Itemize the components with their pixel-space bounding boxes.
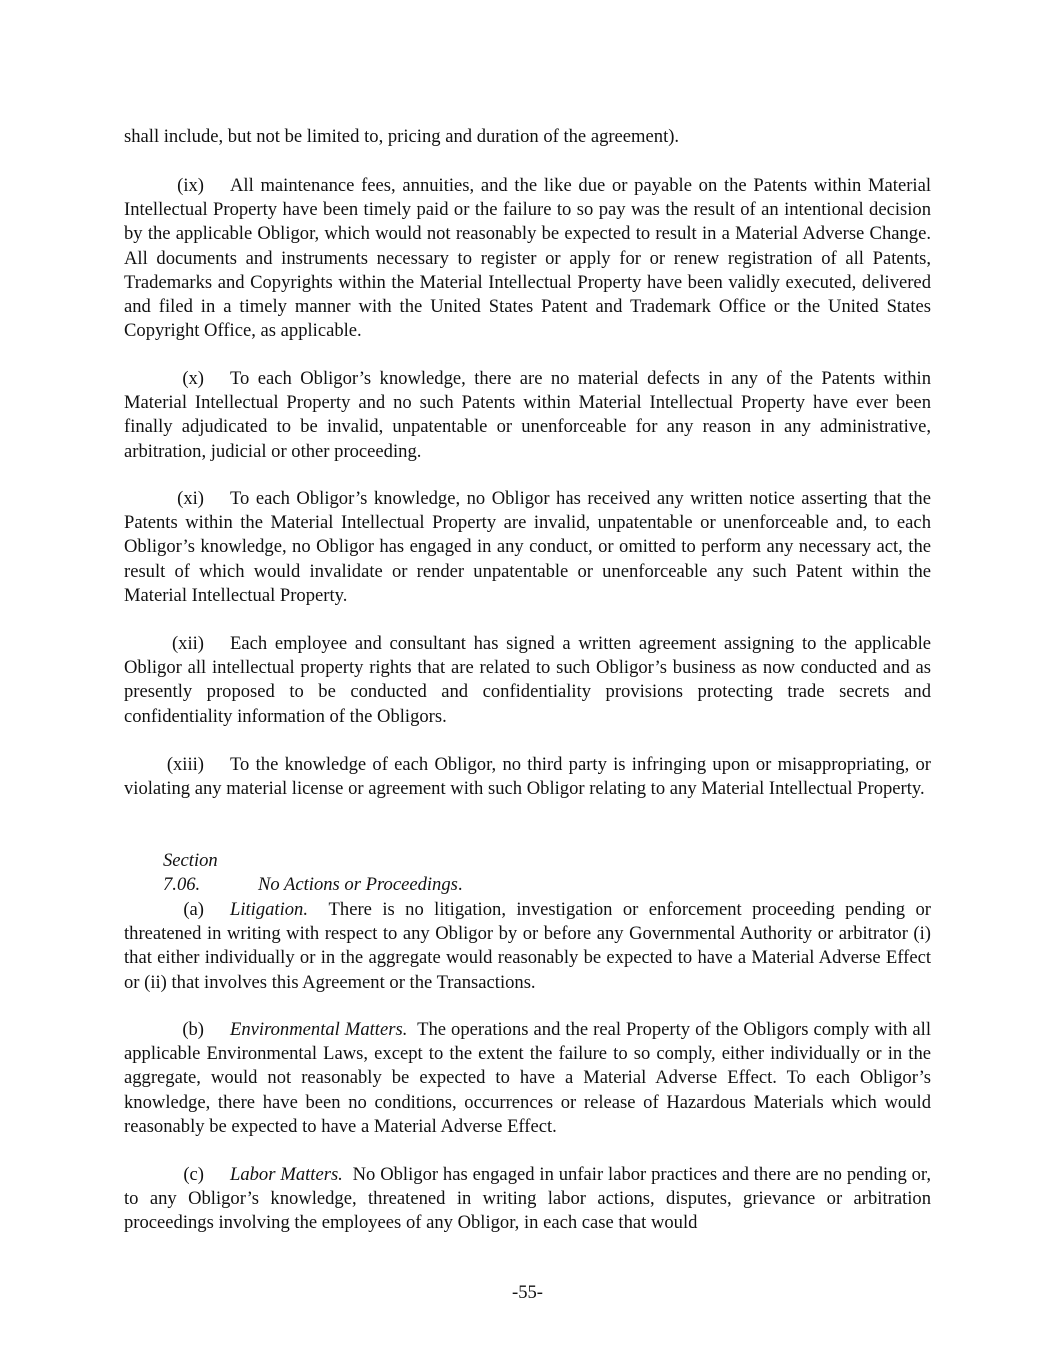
page-number: -55- [512,1282,543,1303]
continuation-paragraph: shall include, but not be limited to, pricing and duration of the agreement). [124,126,680,147]
paragraph-text: To the knowledge of each Obligor, no third party is infringing upon or misappropriating, or violating any material license or agreement with such Obligor relating to any Material Intellectual Property. [124,754,931,800]
paragraph-label: (xi) [177,488,204,509]
subsection-b [124,1018,931,1139]
paragraph-xii [124,632,931,729]
section-number: Section 7.06. [163,850,218,896]
paragraph-text: All maintenance fees, annuities, and the like due or payable on the Patents within Material Intellectual Property have been timely paid or the failure to so pay was the result of an intentional decision by the applicable Obligor, which would not reasonably be expected to result in a Material Adverse Change. All documents and instruments necessary to register or apply for or renew registration of all Patents, Trademarks and Copyrights within the Material Intellectual Property have been validly executed, delivered and filed in a timely manner with the United States Patent and Trademark Office or the United States Copyright Office, as applicable. [124,175,931,342]
subsection-label: (b) [182,1019,204,1040]
paragraph-label: (x) [182,368,204,389]
paragraph-label: (xii) [171,633,204,654]
paragraph-xi [124,487,931,608]
paragraph-xiii [124,753,931,801]
subsection-heading: Labor Matters. [230,1164,343,1185]
subsection-text: No Obligor has engaged in unfair labor practices and there are no pending or, to any Obligor’s knowledge, threatened in writing labor actions, disputes, grievance or arbitration proceedings involving the employees of any Obligor, in each case that would [124,1164,932,1234]
subsection-heading: Environmental Matters. [230,1019,408,1040]
paragraph-text: To each Obligor’s knowledge, no Obligor has received any written notice asserting that the Patents within the Material Intellectual Property are invalid, unpatentable or unenforceable and, to each Obligor’s knowledge, no Obligor has engaged in any conduct, or omitted to perform any necessary act, the result of which would invalidate or render unpatentable or unenforceable any such Patent within the Material Intellectual Property. [124,488,931,606]
subsection-c [124,1163,931,1236]
section-title: No Actions or Proceedings [258,874,458,896]
subsection-label: (a) [183,899,204,920]
paragraph-text: Each employee and consultant has signed a written agreement assigning to the applicable Obligor all intellectual property rights that are related to such Obligor’s business as now conducted and as presently proposed to be conducted and confidentiality provisions protecting trade secrets and confidentiality information of the Obligors. [124,633,931,727]
subsection-label: (c) [183,1164,204,1185]
paragraph-label: (ix) [177,175,204,196]
subsection-heading: Litigation. [230,899,309,920]
paragraph-x [124,367,931,464]
paragraph-text: To each Obligor’s knowledge, there are no material defects in any of the Patents within Material Intellectual Property and no such Patents within Material Intellectual Property have ever been finally adjudicated to be invalid, unpatentable or unenforceable for any reason in any administrative, arbitration, judicial or other proceeding. [124,368,931,462]
paragraph-label: (xiii) [166,754,204,775]
subsection-a [124,898,931,995]
paragraph-ix [124,174,931,343]
subsection-text: The operations and the real Property of the Obligors comply with all applicable Environmental Laws, except to the extent the failure to so comply, either individually or in the aggregate, would not reasonably be expected to have a Material Adverse Effect. To each Obligor’s knowledge, there have been no conditions, occurrences or release of Hazardous Materials which would reasonably be expected to have a Material Adverse Effect. [124,1019,931,1137]
section-heading: Section 7.06. No Actions or Proceedings. [124,849,931,897]
subsection-text: There is no litigation, investigation or enforcement proceeding pending or threatened in writing with respect to any Obligor by or before any Governmental Authority or arbitrator (i) that either individually or in the aggregate would reasonably be expected to have a Material Adverse Effect or (ii) that involves this Agreement or the Transactions. [124,899,931,993]
